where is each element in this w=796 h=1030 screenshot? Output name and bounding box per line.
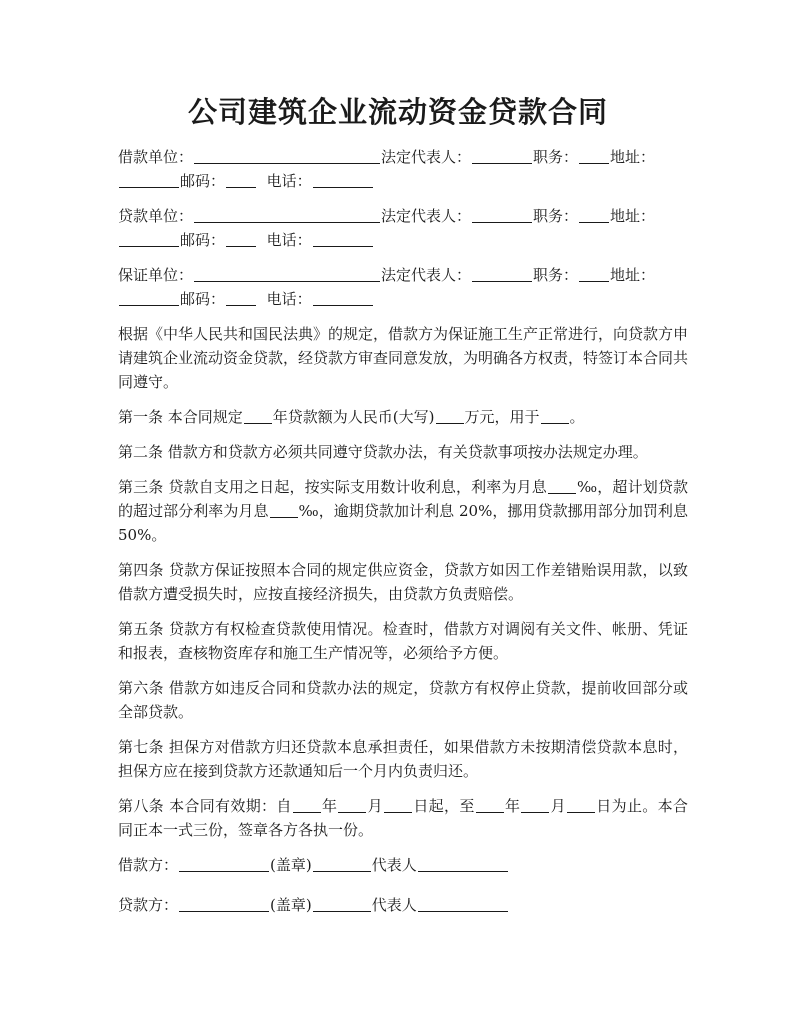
party-line-1 <box>118 145 688 169</box>
article-8-text-f: 月 <box>550 797 566 815</box>
unit-blank <box>194 145 380 164</box>
article-8-text-c: 月 <box>367 797 384 815</box>
article-8-text-a: 第八条 本合同有效期：自 <box>118 797 292 815</box>
party-line-2 <box>118 287 688 311</box>
signature-party-blank <box>179 893 269 912</box>
unit-blank <box>194 204 380 223</box>
signature-seal-label: (盖章) <box>270 896 312 914</box>
article-3-text-a: 第三条 贷款自支用之日起，按实际支用数计收利息，利率为月息 <box>118 478 547 496</box>
party-lender <box>118 204 688 252</box>
postcode-blank <box>226 228 256 247</box>
rep-label: 法定代表人： <box>381 207 472 225</box>
postcode-blank <box>226 287 256 306</box>
phone-blank <box>313 169 373 188</box>
position-blank <box>579 145 609 164</box>
signature-seal-blank <box>313 853 371 872</box>
start-month-blank <box>338 794 366 813</box>
position-blank <box>579 263 609 282</box>
address-label: 地址： <box>610 266 656 284</box>
article-6: 第六条 借款方如违反合同和贷款办法的规定，贷款方有权停止贷款，提前收回部分或全部贷款。 <box>118 679 688 721</box>
signature-party-blank <box>179 853 269 872</box>
preamble: 根据《中华人民共和国民法典》的规定，借款方为保证施工生产正常进行，向贷款方申请建筑企业流动资金贷款，经贷款方审查同意发放，为明确各方权责，特签订本合同共同遵守。 <box>118 325 689 391</box>
unit-label: 保证单位： <box>118 266 194 284</box>
start-day-blank <box>384 794 412 813</box>
end-month-blank <box>521 794 549 813</box>
phone-label: 电话： <box>266 290 312 308</box>
rep-label: 法定代表人： <box>381 148 472 166</box>
party-line-2 <box>118 228 688 252</box>
signature-party-label: 贷款方： <box>118 896 179 914</box>
rate-blank <box>548 475 576 494</box>
article-1-text-b: 年贷款额为人民币(大写) <box>272 408 435 426</box>
address-blank <box>119 169 179 188</box>
article-3-text-c: ‰，逾期贷款加计利息 20%，挪用贷款挪用部分加罚利息 50%。 <box>118 502 688 544</box>
party-line-1 <box>118 263 688 287</box>
excess-rate-blank <box>270 499 298 518</box>
article-1-text-d: 。 <box>569 408 585 426</box>
signature-seal-blank <box>313 893 371 912</box>
address-blank <box>119 287 179 306</box>
article-8-text-g: 日为止。本合同正本一式三份，签章各方各执一份。 <box>118 797 688 839</box>
rep-blank <box>472 145 532 164</box>
postcode-label: 邮码： <box>180 172 226 190</box>
postcode-label: 邮码： <box>180 290 226 308</box>
article-7: 第七条 担保方对借款方归还贷款本息承担责任，如果借款方未按期清偿贷款本息时，担保方应在接到贷款方还款通知后一个月内负责归还。 <box>118 738 688 780</box>
article-5: 第五条 贷款方有权检查贷款使用情况。检查时，借款方对调阅有关文件、帐册、凭证和报表，查核物资库存和施工生产情况等，必须给予方便。 <box>118 620 688 662</box>
article-2: 第二条 借款方和贷款方必须共同遵守贷款办法，有关贷款事项按办法规定办理。 <box>118 443 648 461</box>
end-day-blank <box>567 794 595 813</box>
signature-rep-label: 代表人 <box>371 896 417 914</box>
party-line-2 <box>118 169 688 193</box>
position-label: 职务： <box>533 148 579 166</box>
article-1 <box>118 405 688 429</box>
document-title: 公司建筑企业流动资金贷款合同 <box>187 95 608 129</box>
position-blank <box>579 204 609 223</box>
article-8-text-b: 年 <box>321 797 338 815</box>
unit-label: 借款单位： <box>118 148 194 166</box>
party-guarantor <box>118 263 688 311</box>
postcode-blank <box>226 169 256 188</box>
party-line-1 <box>118 204 688 228</box>
unit-label: 贷款单位： <box>118 207 194 225</box>
purpose-blank <box>541 405 569 424</box>
year-blank <box>244 405 272 424</box>
address-label: 地址： <box>610 148 656 166</box>
article-8-text-d: 日起，至 <box>413 797 475 815</box>
party-borrower <box>118 145 688 193</box>
signature-party-label: 借款方： <box>118 856 179 874</box>
phone-blank <box>313 228 373 247</box>
article-3-text-b: ‰，超计划贷款的超过部分利率为月息 <box>118 478 688 520</box>
end-year-blank <box>476 794 504 813</box>
signature-lender <box>118 893 688 917</box>
signature-rep-blank <box>418 893 508 912</box>
position-label: 职务： <box>533 266 579 284</box>
phone-label: 电话： <box>266 231 312 249</box>
article-3 <box>118 475 688 547</box>
rep-blank <box>472 263 532 282</box>
article-4: 第四条 贷款方保证按照本合同的规定供应资金，贷款方如因工作差错贻误用款，以致借款方遭受损失时，应按直接经济损失，由贷款方负责赔偿。 <box>118 561 688 603</box>
article-8-text-e: 年 <box>504 797 521 815</box>
address-label: 地址： <box>610 207 656 225</box>
rep-label: 法定代表人： <box>381 266 472 284</box>
phone-blank <box>313 287 373 306</box>
postcode-label: 邮码： <box>180 231 226 249</box>
unit-blank <box>194 263 380 282</box>
article-1-text-c: 万元，用于 <box>464 408 540 426</box>
signature-rep-label: 代表人 <box>371 856 417 874</box>
signature-rep-blank <box>418 853 508 872</box>
article-8 <box>118 794 688 842</box>
signature-borrower <box>118 853 688 877</box>
position-label: 职务： <box>533 207 579 225</box>
address-blank <box>119 228 179 247</box>
rep-blank <box>472 204 532 223</box>
signature-seal-label: (盖章) <box>270 856 312 874</box>
amount-blank <box>436 405 464 424</box>
start-year-blank <box>293 794 321 813</box>
article-1-text-a: 第一条 本合同规定 <box>118 408 243 426</box>
phone-label: 电话： <box>266 172 312 190</box>
contract-body <box>118 145 688 933</box>
